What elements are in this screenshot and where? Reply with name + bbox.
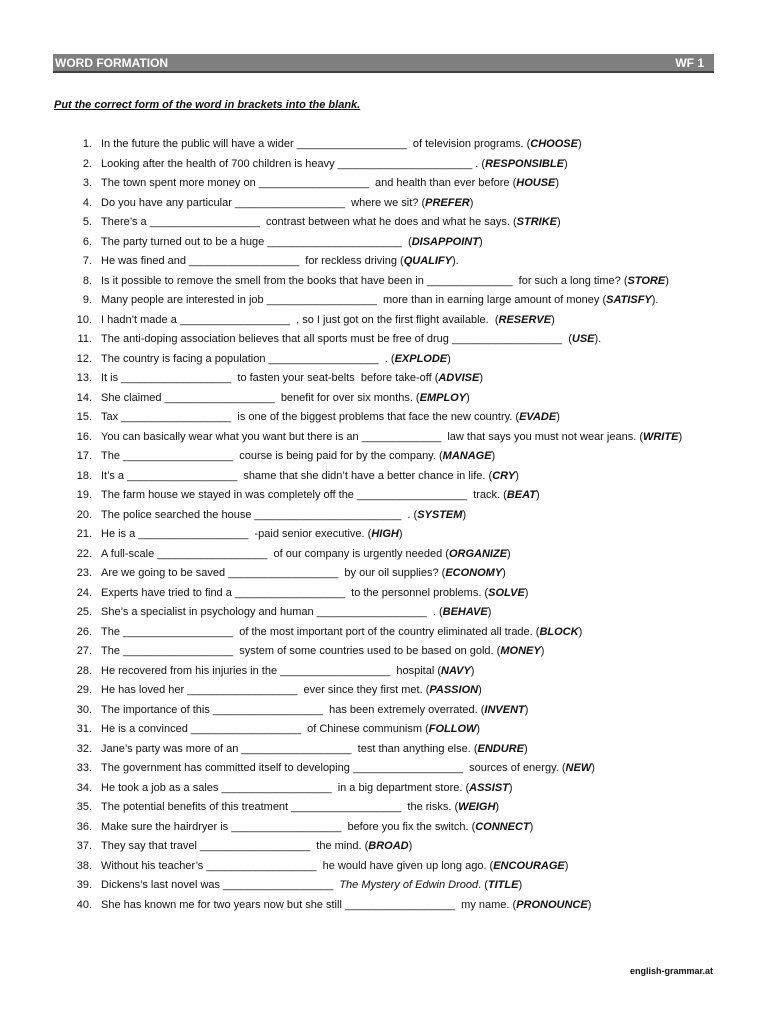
- exercise-item: [62, 352, 722, 366]
- item-sentence: [101, 391, 722, 405]
- sentence-text: I hadn’t made a __________________ , so I just got on the first flight available. (: [101, 313, 499, 326]
- item-number: 22.: [76, 547, 92, 560]
- base-word: ENCOURAGE: [493, 859, 565, 872]
- sentence-text: ): [524, 703, 529, 716]
- base-word: SOLVE: [488, 586, 525, 599]
- item-number: 3.: [82, 177, 92, 189]
- base-word: WEIGH: [458, 801, 496, 813]
- sentence-text: Are we going to be saved __________________ by our oil supplies? (: [101, 567, 446, 579]
- sentence-text: ): [587, 898, 592, 911]
- item-number: 16.: [76, 430, 92, 443]
- exercise-item: [62, 235, 722, 249]
- base-word: MANAGE: [442, 450, 492, 462]
- item-sentence: [101, 547, 722, 561]
- item-number: 6.: [82, 235, 92, 248]
- instruction: Put the correct form of the word in brackets into the blank.: [54, 99, 361, 111]
- exercise-item: [62, 644, 722, 658]
- base-word: QUALIFY: [403, 255, 452, 267]
- exercise-item: [62, 800, 722, 814]
- item-number: 21.: [76, 528, 92, 540]
- item-number: 19.: [76, 489, 92, 501]
- item-number: 2.: [82, 157, 92, 170]
- sentence-text: He is a convinced __________________ of Chinese communism (: [101, 723, 429, 735]
- sentence-text: ): [469, 196, 474, 209]
- item-number: 25.: [76, 606, 92, 618]
- sentence-text: ): [524, 586, 529, 599]
- base-word: RESPONSIBLE: [485, 157, 564, 170]
- base-word: STORE: [627, 274, 666, 287]
- base-word: HOUSE: [516, 177, 556, 189]
- item-number: 28.: [76, 664, 92, 677]
- sentence-text: ): [466, 391, 470, 404]
- sentence-text: ): [462, 508, 467, 521]
- item-number: 17.: [76, 450, 92, 462]
- item-number: 13.: [76, 372, 92, 384]
- item-sentence: [101, 352, 722, 366]
- sentence-text: ): [557, 216, 561, 228]
- item-sentence: [101, 781, 722, 795]
- item-number: 15.: [76, 411, 92, 423]
- base-word: EMPLOY: [419, 391, 467, 404]
- sentence-text: He recovered from his injuries in the __________________ hospital (: [101, 664, 441, 677]
- base-word: CHOOSE: [530, 138, 578, 150]
- item-sentence: [101, 254, 722, 268]
- item-sentence: [101, 137, 722, 151]
- sentence-text: ): [555, 177, 560, 189]
- base-word: EXPLODE: [394, 352, 448, 365]
- worksheet-code: WF 1: [675, 55, 704, 70]
- item-number: 4.: [82, 196, 92, 209]
- base-word: MONEY: [500, 645, 541, 657]
- item-sentence: [101, 215, 722, 229]
- sentence-text: Without his teacher’s __________________ he would have given up long ago. (: [101, 859, 494, 872]
- item-number: 27.: [76, 645, 92, 657]
- item-number: 29.: [76, 684, 92, 696]
- base-word: BEAT: [506, 489, 536, 501]
- item-sentence: [101, 859, 722, 873]
- exercise-list: [62, 137, 722, 917]
- sentence-text: ): [535, 489, 540, 501]
- sentence-text: ): [507, 547, 511, 560]
- sentence-text: ): [478, 684, 482, 696]
- sentence-text: The farm house we stayed in was completely off the __________________ track. (: [101, 489, 507, 501]
- page-title: WORD FORMATION: [55, 55, 169, 70]
- sentence-text: It’s a __________________ shame that she didn’t have a better chance in life. (: [101, 469, 493, 482]
- exercise-item: [62, 469, 722, 483]
- item-number: 35.: [76, 801, 92, 813]
- exercise-item: [62, 878, 722, 892]
- sentence-text: She claimed __________________ benefit for over six months. (: [101, 391, 420, 404]
- exercise-item: [62, 410, 722, 424]
- exercise-item: [62, 215, 722, 229]
- exercise-item: [62, 625, 722, 639]
- base-word: ECONOMY: [445, 567, 503, 579]
- item-number: 30.: [76, 703, 92, 716]
- sentence-text: The __________________ system of some countries used to be based on gold. (: [101, 645, 501, 657]
- exercise-item: [62, 547, 722, 561]
- item-sentence: [101, 430, 722, 444]
- base-word: EVADE: [519, 411, 557, 423]
- item-number: 38.: [76, 859, 92, 872]
- sentence-text: ): [518, 879, 523, 891]
- sentence-text: ): [563, 157, 568, 170]
- exercise-item: [62, 781, 722, 795]
- base-word: PREFER: [425, 196, 470, 209]
- sentence-text: He was fined and __________________ for reckless driving (: [101, 255, 404, 267]
- base-word: ASSIST: [469, 781, 509, 794]
- sentence-text: They say that travel __________________ the mind. (: [101, 840, 369, 852]
- sentence-text: ): [408, 840, 413, 852]
- item-sentence: [101, 469, 722, 483]
- item-sentence: [101, 293, 722, 307]
- exercise-item: [62, 274, 722, 288]
- item-number: 32.: [76, 742, 92, 755]
- exercise-item: [62, 332, 722, 346]
- item-number: 10.: [76, 313, 92, 326]
- exercise-item: [62, 820, 722, 834]
- item-sentence: [101, 683, 722, 697]
- item-sentence: [101, 878, 722, 892]
- exercise-item: [62, 196, 722, 210]
- base-word: STRIKE: [516, 216, 557, 228]
- sentence-text: ): [678, 430, 683, 443]
- sentence-text: ): [556, 411, 560, 423]
- sentence-text: ).: [651, 294, 659, 306]
- sentence-text: Experts have tried to find a __________________ to the personnel problems. (: [101, 586, 489, 599]
- sentence-text: ): [523, 742, 528, 755]
- exercise-item: [62, 157, 722, 171]
- item-number: 26.: [76, 625, 92, 638]
- item-number: 1.: [82, 138, 92, 150]
- sentence-text: You can basically wear what you want but there is an _____________ law that says you must not wear jeans. (: [101, 430, 643, 443]
- sentence-text: Jane’s party was more of an __________________ test than anything else. (: [101, 742, 478, 755]
- item-sentence: [101, 527, 722, 541]
- item-sentence: [101, 196, 722, 210]
- base-word: BROAD: [368, 840, 409, 852]
- sentence-text: The government has committed itself to developing __________________ sources of energy. (: [101, 762, 566, 774]
- item-sentence: [101, 274, 722, 288]
- base-word: ADVISE: [438, 372, 480, 384]
- exercise-item: [62, 430, 722, 444]
- sentence-text: ).: [594, 333, 602, 345]
- item-sentence: [101, 488, 722, 502]
- item-sentence: [101, 449, 722, 463]
- base-word: CONNECT: [475, 820, 530, 833]
- item-sentence: [101, 176, 722, 190]
- item-sentence: [101, 722, 722, 736]
- item-number: 23.: [76, 567, 92, 579]
- sentence-text: ): [591, 762, 595, 774]
- sentence-text: The town spent more money on __________________ and health than ever before (: [101, 177, 517, 189]
- exercise-item: [62, 176, 722, 190]
- sentence-text: The party turned out to be a huge ______________________ (: [101, 235, 412, 248]
- base-word: USE: [571, 333, 595, 345]
- sentence-text: ): [551, 313, 555, 326]
- item-sentence: [101, 235, 722, 249]
- base-word: SATISFY: [606, 294, 652, 306]
- item-sentence: [101, 508, 722, 522]
- base-word: NAVY: [441, 664, 471, 677]
- exercise-item: [62, 859, 722, 873]
- exercise-item: [62, 508, 722, 522]
- book-title: The Mystery of Edwin Drood: [339, 879, 479, 891]
- sentence-text: ): [577, 138, 582, 150]
- base-word: PRONOUNCE: [516, 898, 588, 911]
- exercise-item: [62, 371, 722, 385]
- sentence-text: ): [515, 469, 519, 482]
- sentence-text: Tax __________________ is one of the biggest problems that face the new country. (: [101, 411, 520, 423]
- sentence-text: The __________________ course is being paid for by the company. (: [101, 450, 443, 462]
- sentence-text: It is __________________ to fasten your seat-belts before take-off (: [101, 372, 439, 384]
- exercise-item: [62, 683, 722, 697]
- sentence-text: ): [578, 625, 583, 638]
- item-sentence: [101, 566, 722, 580]
- sentence-text: The country is facing a population __________________ . (: [101, 352, 395, 365]
- base-word: FOLLOW: [428, 723, 477, 735]
- item-number: 12.: [76, 352, 92, 365]
- sentence-text: ): [540, 645, 545, 657]
- sentence-text: The police searched the house ________________________ . (: [101, 508, 418, 521]
- item-number: 20.: [76, 508, 92, 521]
- sentence-text: A full-scale __________________ of our company is urgently needed (: [101, 547, 449, 560]
- base-word: INVENT: [484, 703, 525, 716]
- item-sentence: [101, 820, 722, 834]
- item-sentence: [101, 644, 722, 658]
- item-number: 14.: [76, 391, 92, 404]
- item-sentence: [101, 157, 722, 171]
- exercise-item: [62, 293, 722, 307]
- exercise-item: [62, 527, 722, 541]
- sentence-text: There’s a __________________ contrast between what he does and what he says. (: [101, 216, 517, 228]
- exercise-item: [62, 566, 722, 580]
- sentence-text: ): [529, 820, 534, 833]
- base-word: ORGANIZE: [448, 547, 508, 560]
- exercise-item: [62, 742, 722, 756]
- item-number: 40.: [76, 898, 92, 911]
- item-number: 9.: [82, 294, 92, 306]
- base-word: TITLE: [487, 879, 519, 891]
- sentence-text: ): [508, 781, 513, 794]
- sentence-text: He took a job as a sales __________________ in a big department store. (: [101, 781, 470, 794]
- exercise-item: [62, 722, 722, 736]
- item-number: 31.: [76, 723, 92, 735]
- sentence-text: The anti-doping association believes that all sports must be free of drug __________________ (: [101, 333, 572, 345]
- exercise-item: [62, 703, 722, 717]
- base-word: CRY: [492, 469, 516, 482]
- sentence-text: Many people are interested in job __________________ more than in earning large amount of money (: [101, 294, 607, 306]
- sentence-text: . (: [478, 879, 488, 891]
- sentence-text: He is a __________________ -paid senior executive. (: [101, 528, 372, 540]
- item-sentence: [101, 800, 722, 814]
- base-word: HIGH: [371, 528, 399, 540]
- sentence-text: ): [398, 528, 403, 540]
- sentence-text: He has loved her __________________ ever since they first met. (: [101, 684, 430, 696]
- item-sentence: [101, 839, 722, 853]
- sentence-text: Make sure the hairdryer is __________________ before you fix the switch. (: [101, 820, 476, 833]
- item-number: 18.: [76, 469, 92, 482]
- sentence-text: ): [478, 235, 483, 248]
- item-number: 7.: [82, 255, 92, 267]
- sentence-text: Is it possible to remove the smell from the books that have been in ______________ for such a long time? (: [101, 274, 628, 287]
- item-number: 36.: [76, 820, 92, 833]
- sentence-text: ): [495, 801, 500, 813]
- sentence-text: ): [487, 606, 492, 618]
- base-word: ENDURE: [477, 742, 524, 755]
- item-sentence: [101, 664, 722, 678]
- sentence-text: Dickens’s last novel was __________________: [101, 879, 340, 891]
- exercise-item: [62, 898, 722, 912]
- base-word: BEHAVE: [442, 606, 488, 618]
- sentence-text: Do you have any particular __________________ where we sit? (: [101, 196, 426, 209]
- sentence-text: ): [564, 859, 569, 872]
- base-word: WRITE: [642, 430, 679, 443]
- exercise-item: [62, 254, 722, 268]
- item-sentence: [101, 898, 722, 912]
- item-number: 8.: [82, 274, 92, 287]
- base-word: DISAPPOINT: [411, 235, 479, 248]
- sentence-text: The __________________ of the most important port of the country eliminated all trade. (: [101, 625, 540, 638]
- sentence-text: ).: [451, 255, 459, 267]
- exercise-item: [62, 137, 722, 151]
- item-sentence: [101, 410, 722, 424]
- exercise-item: [62, 664, 722, 678]
- base-word: RESERVE: [498, 313, 552, 326]
- exercise-item: [62, 391, 722, 405]
- sentence-text: She has known me for two years now but she still __________________ my name. (: [101, 898, 517, 911]
- sentence-text: In the future the public will have a wider __________________ of television programs. (: [101, 138, 531, 150]
- sentence-text: The potential benefits of this treatment __________________ the risks. (: [101, 801, 459, 813]
- item-sentence: [101, 625, 722, 639]
- base-word: PASSION: [429, 684, 479, 696]
- item-number: 33.: [76, 762, 92, 774]
- item-sentence: [101, 742, 722, 756]
- sentence-text: ): [476, 723, 481, 735]
- sentence-text: ): [491, 450, 496, 462]
- sentence-text: ): [479, 372, 483, 384]
- item-number: 24.: [76, 586, 92, 599]
- item-number: 11.: [77, 333, 92, 345]
- exercise-item: [62, 761, 722, 775]
- title-bar: [53, 54, 714, 73]
- sentence-text: ): [470, 664, 475, 677]
- sentence-text: The importance of this __________________ has been extremely overrated. (: [101, 703, 485, 716]
- item-sentence: [101, 586, 722, 600]
- sentence-text: She’s a specialist in psychology and human __________________ . (: [101, 606, 443, 618]
- item-sentence: [101, 371, 722, 385]
- base-word: NEW: [565, 762, 592, 774]
- item-number: 34.: [76, 781, 92, 794]
- item-number: 37.: [76, 840, 92, 852]
- base-word: SYSTEM: [417, 508, 463, 521]
- exercise-item: [62, 586, 722, 600]
- sentence-text: ): [665, 274, 669, 287]
- item-sentence: [101, 605, 722, 619]
- item-number: 39.: [76, 879, 92, 891]
- exercise-item: [62, 488, 722, 502]
- item-number: 5.: [82, 216, 92, 228]
- sentence-text: ): [447, 352, 451, 365]
- sentence-text: ): [502, 567, 506, 579]
- item-sentence: [101, 761, 722, 775]
- footer-source: english-grammar.at: [629, 966, 713, 976]
- exercise-item: [62, 449, 722, 463]
- exercise-item: [62, 839, 722, 853]
- item-sentence: [101, 703, 722, 717]
- sentence-text: Looking after the health of 700 children is heavy ______________________ . (: [101, 157, 486, 170]
- item-sentence: [101, 332, 722, 346]
- item-sentence: [101, 313, 722, 327]
- exercise-item: [62, 605, 722, 619]
- exercise-item: [62, 313, 722, 327]
- base-word: BLOCK: [539, 625, 579, 638]
